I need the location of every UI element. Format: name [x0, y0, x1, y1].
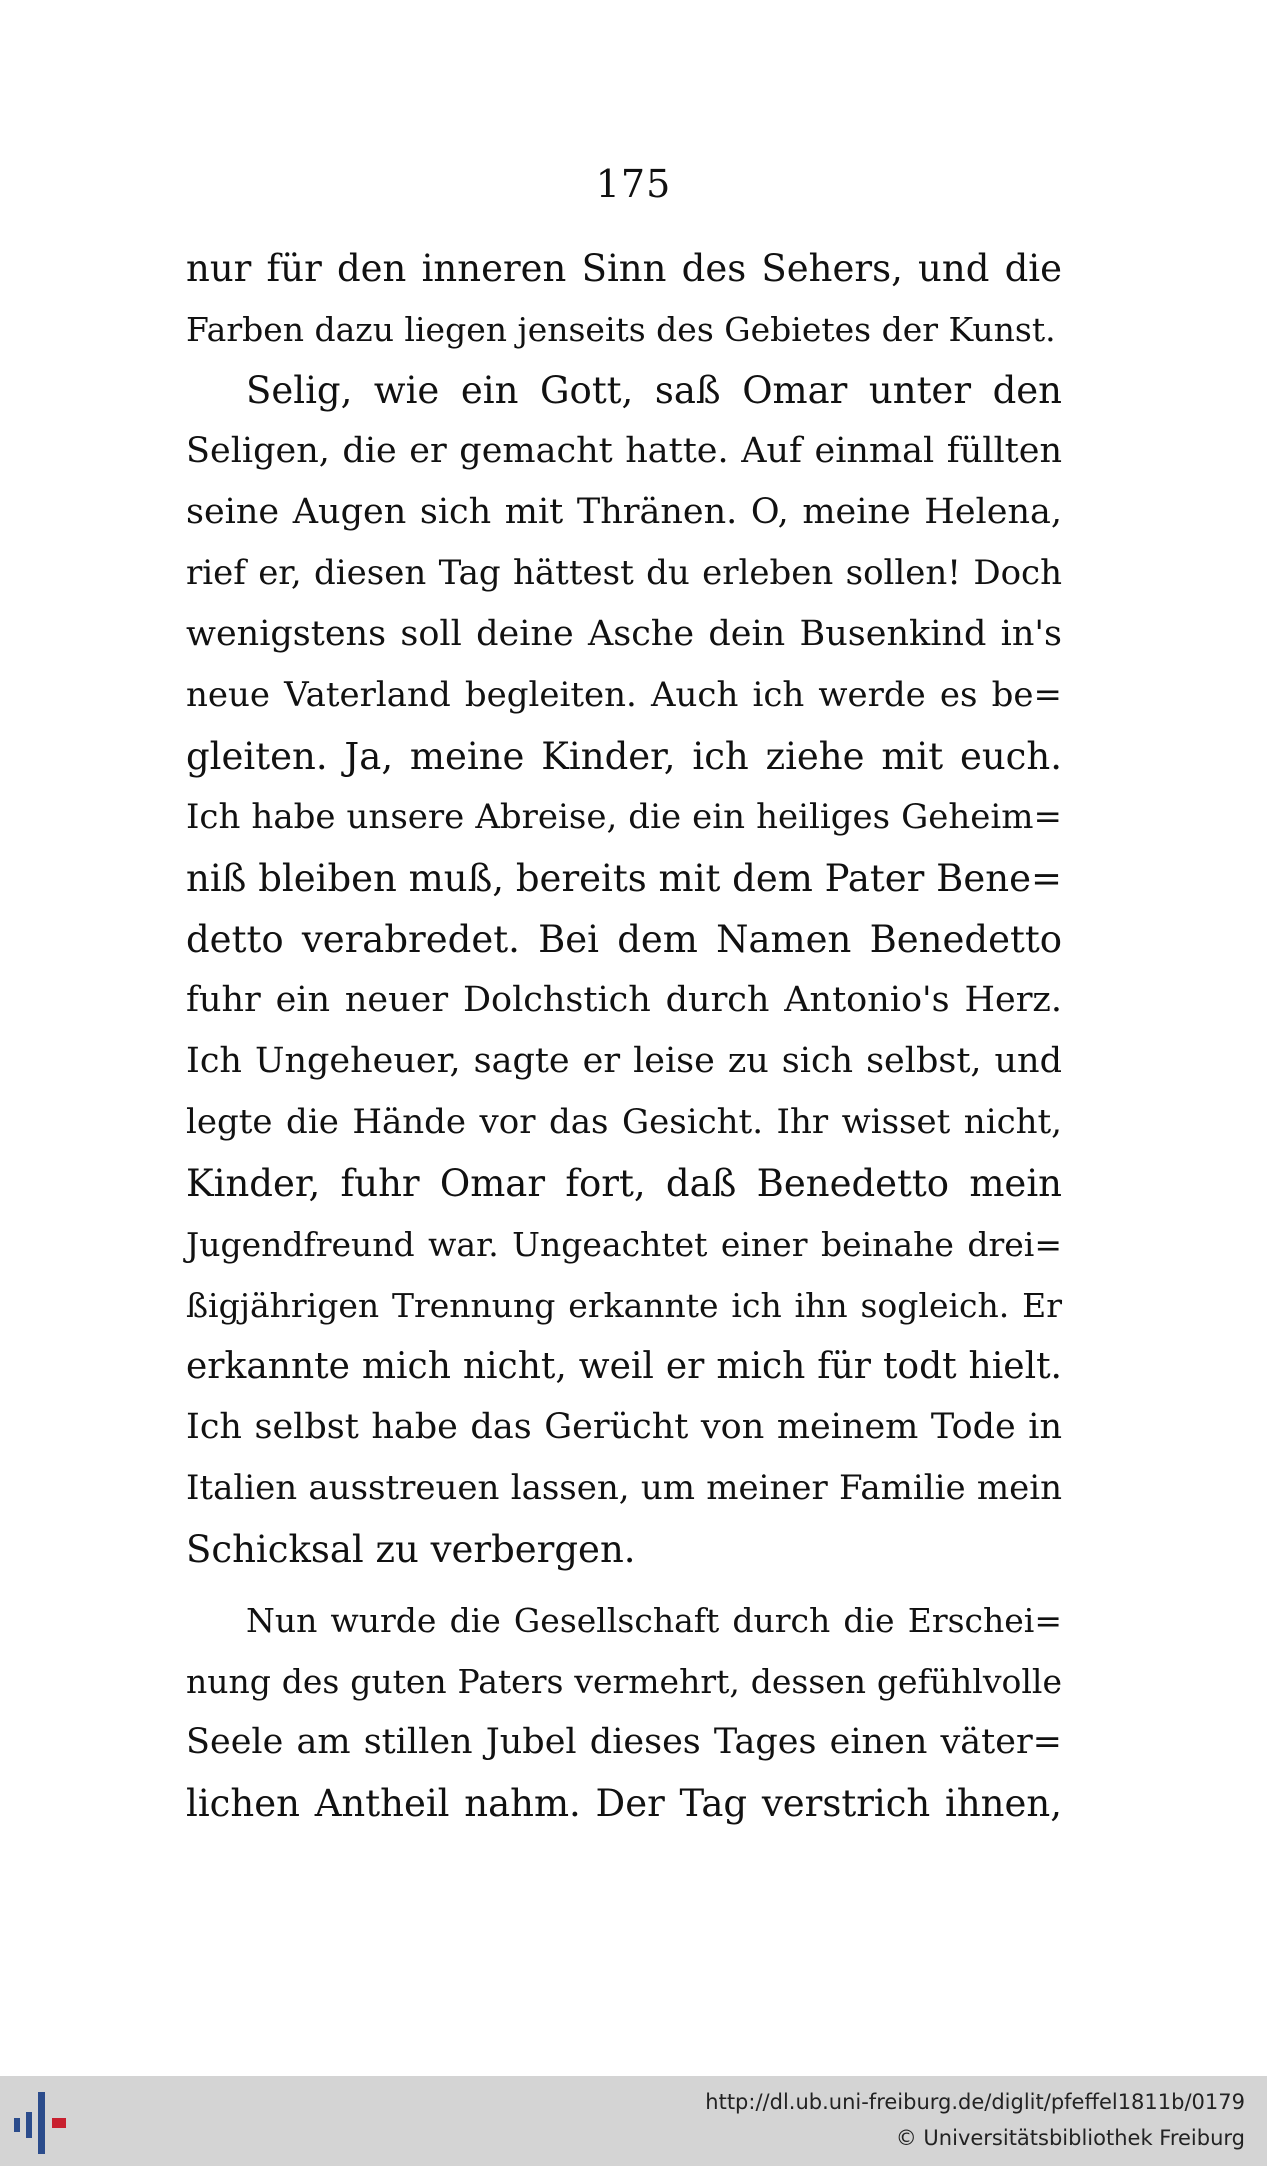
text-line: Ich habe unsere Abreise, die ein heiliges Geheim=: [186, 797, 1062, 837]
text-line: Kinder, fuhr Omar fort, daß Benedetto mein: [186, 1162, 1062, 1205]
text-line: lichen Antheil nahm. Der Tag verstrich ihnen,: [186, 1782, 1062, 1825]
text-line: Seele am stillen Jubel dieses Tages einen väter=: [186, 1722, 1062, 1762]
text-line: nur für den inneren Sinn des Sehers, und die: [186, 247, 1062, 290]
text-line: Selig, wie ein Gott, saß Omar unter den: [246, 369, 1062, 412]
text-line: Italien ausstreuen lassen, um meiner Familie mein: [186, 1468, 1062, 1508]
copyright-notice: © Universitätsbibliothek Freiburg: [895, 2126, 1245, 2150]
text-line: Seligen, die er gemacht hatte. Auf einmal füllten: [186, 431, 1062, 471]
text-line: Jugendfreund war. Ungeachtet einer beinahe drei=: [186, 1225, 1062, 1264]
page-number: 175: [595, 162, 672, 206]
permalink-url[interactable]: http://dl.ub.uni-freiburg.de/diglit/pfeffel1811b/0179: [705, 2090, 1245, 2114]
text-line: rief er, diesen Tag hättest du erleben sollen! Doch: [186, 553, 1062, 593]
university-library-logo-icon: [10, 2090, 74, 2156]
viewer-footer: [0, 2076, 1267, 2166]
text-line: Schicksal zu verbergen.: [186, 1528, 636, 1571]
text-line: seine Augen sich mit Thränen. O, meine Helena,: [186, 492, 1062, 532]
text-line: fuhr ein neuer Dolchstich durch Antonio's Herz.: [186, 980, 1062, 1020]
text-line: Ich selbst habe das Gerücht von meinem Tode in: [186, 1407, 1062, 1447]
text-line: wenigstens soll deine Asche dein Busenkind in's: [186, 614, 1062, 654]
text-line: gleiten. Ja, meine Kinder, ich ziehe mit euch.: [186, 735, 1062, 778]
text-line: detto verabredet. Bei dem Namen Benedetto: [186, 918, 1062, 961]
text-line: Nun wurde die Gesellschaft durch die Erschei=: [246, 1601, 1062, 1640]
text-line: Farben dazu liegen jenseits des Gebietes der Kunst.: [186, 310, 1056, 349]
text-line: Ich Ungeheuer, sagte er leise zu sich selbst, und: [186, 1041, 1062, 1081]
text-line: legte die Hände vor das Gesicht. Ihr wisset nicht,: [186, 1102, 1062, 1142]
text-line: niß bleiben muß, bereits mit dem Pater Bene=: [186, 857, 1062, 900]
text-line: neue Vaterland begleiten. Auch ich werde es be=: [186, 675, 1062, 715]
text-line: erkannte mich nicht, weil er mich für todt hielt.: [186, 1346, 1062, 1387]
text-line: nung des guten Paters vermehrt, dessen gefühlvolle: [186, 1662, 1062, 1701]
text-line: ßigjährigen Trennung erkannte ich ihn sogleich. Er: [186, 1286, 1062, 1325]
body-text: [186, 238, 1062, 1834]
